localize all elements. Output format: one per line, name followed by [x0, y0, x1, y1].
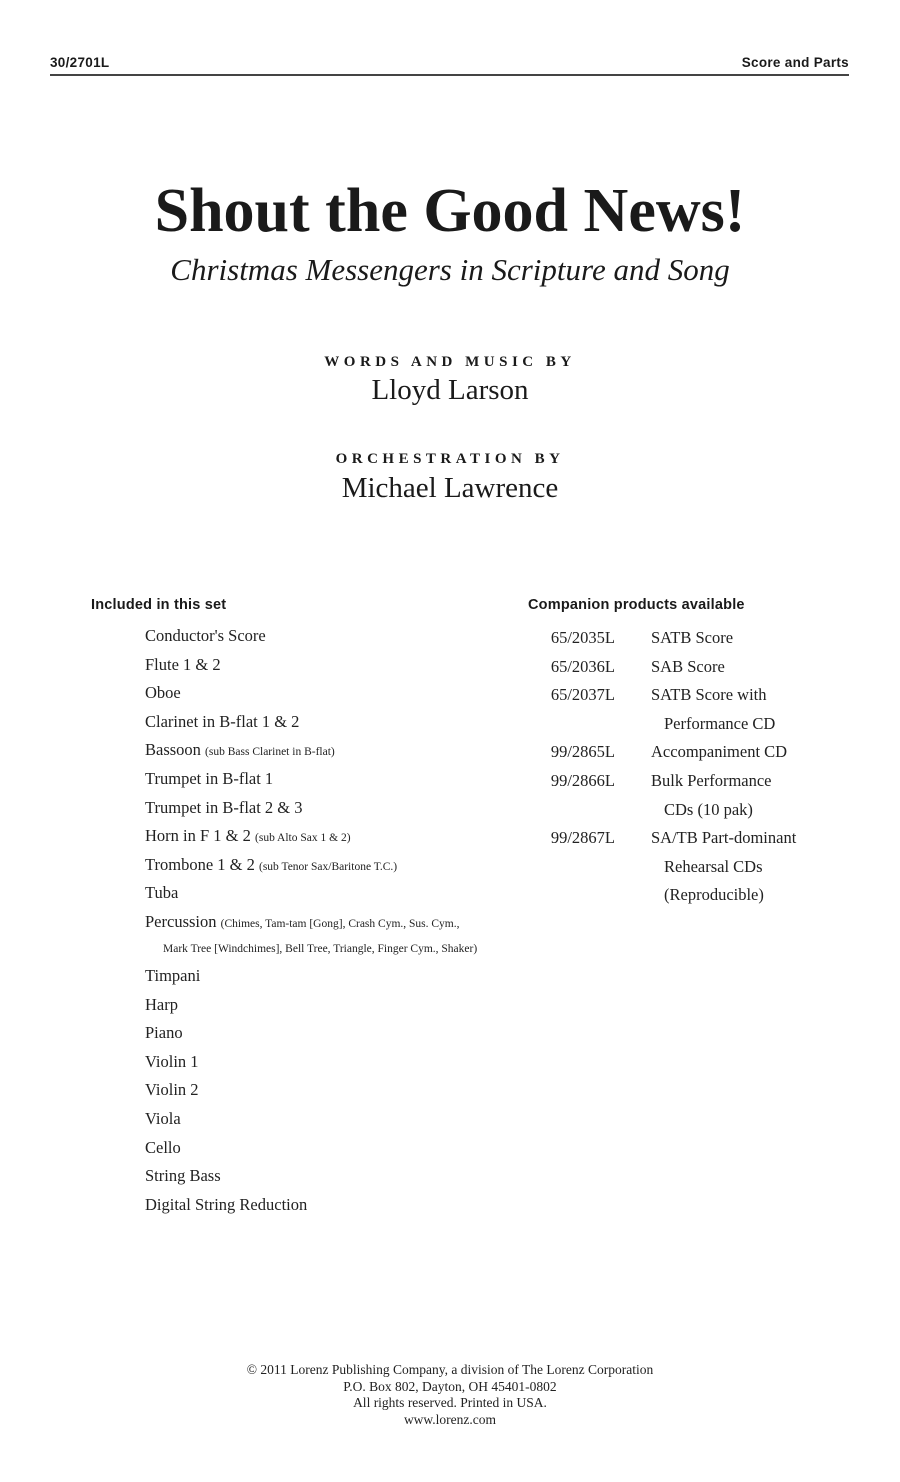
orchestration-label: ORCHESTRATION BY — [335, 451, 565, 467]
website-text: www.lorenz.com — [403, 1411, 497, 1427]
list-item: Violin 1 — [145, 1051, 199, 1071]
list-item: Oboe — [145, 683, 181, 703]
list-item: Horn in F 1 & 2 (sub Alto Sax 1 & 2) — [145, 826, 351, 846]
list-item: Flute 1 & 2 — [145, 654, 221, 674]
composer-name: Lloyd Larson — [371, 374, 529, 406]
list-item: Harp — [145, 994, 178, 1014]
product-type: Score and Parts — [741, 55, 849, 70]
rights-text: All rights reserved. Printed in USA. — [353, 1395, 547, 1410]
included-heading: Included in this set — [91, 597, 227, 613]
catalog-number: 30/2701L — [50, 55, 110, 70]
companion-list — [520, 624, 860, 910]
list-item: Tuba — [145, 883, 179, 903]
list-item: Trumpet in B-flat 1 — [145, 768, 274, 788]
companion-item: 65/2036L SAB Score — [550, 656, 725, 676]
included-list — [145, 624, 477, 1221]
page-header — [50, 52, 849, 76]
subtitle: Christmas Messengers in Scripture and Song — [170, 252, 730, 287]
footer — [0, 1362, 900, 1428]
companion-item: 65/2035L SATB Score — [550, 628, 734, 647]
address-text: P.O. Box 802, Dayton, OH 45401-0802 — [343, 1378, 557, 1394]
companion-heading: Companion products available — [528, 597, 745, 613]
list-item: Trumpet in B-flat 2 & 3 — [145, 797, 303, 817]
page-title: Shout the Good News! — [154, 177, 746, 245]
companion-item: 99/2866L Bulk Performance CDs (10 pak) — [550, 770, 772, 819]
orchestrator-name: Michael Lawrence — [341, 472, 559, 504]
list-item: String Bass — [145, 1166, 221, 1186]
list-item: Timpani — [145, 965, 201, 985]
list-item: Conductor's Score — [145, 626, 266, 645]
list-item: Digital String Reduction — [145, 1194, 308, 1214]
list-item: Trombone 1 & 2 (sub Tenor Sax/Baritone T.C.) — [145, 854, 398, 874]
list-item: Viola — [145, 1108, 181, 1128]
list-item: Violin 2 — [145, 1080, 199, 1100]
list-item: Clarinet in B-flat 1 & 2 — [145, 711, 300, 731]
words-music-label: WORDS AND MUSIC BY — [324, 354, 576, 370]
companion-item: 99/2865L Accompaniment CD — [550, 742, 788, 762]
list-item: Piano — [145, 1023, 183, 1043]
list-item: Bassoon (sub Bass Clarinet in B-flat) — [145, 740, 335, 760]
list-item: Cello — [145, 1137, 181, 1157]
companion-item: 99/2867L SA/TB Part-dominant Rehearsal CDs (Reproducible) — [550, 828, 797, 905]
copyright-text: © 2011 Lorenz Publishing Company, a division of The Lorenz Corporation — [246, 1362, 654, 1377]
companion-item: 65/2037L SATB Score with Performance CD — [550, 685, 776, 733]
list-item-percussion: Percussion (Chimes, Tam-tam [Gong], Crash Cym., Sus. Cym., Mark Tree [Windchimes], Bell Tree, Triangle, Finger Cym., Shaker) — [145, 911, 478, 955]
